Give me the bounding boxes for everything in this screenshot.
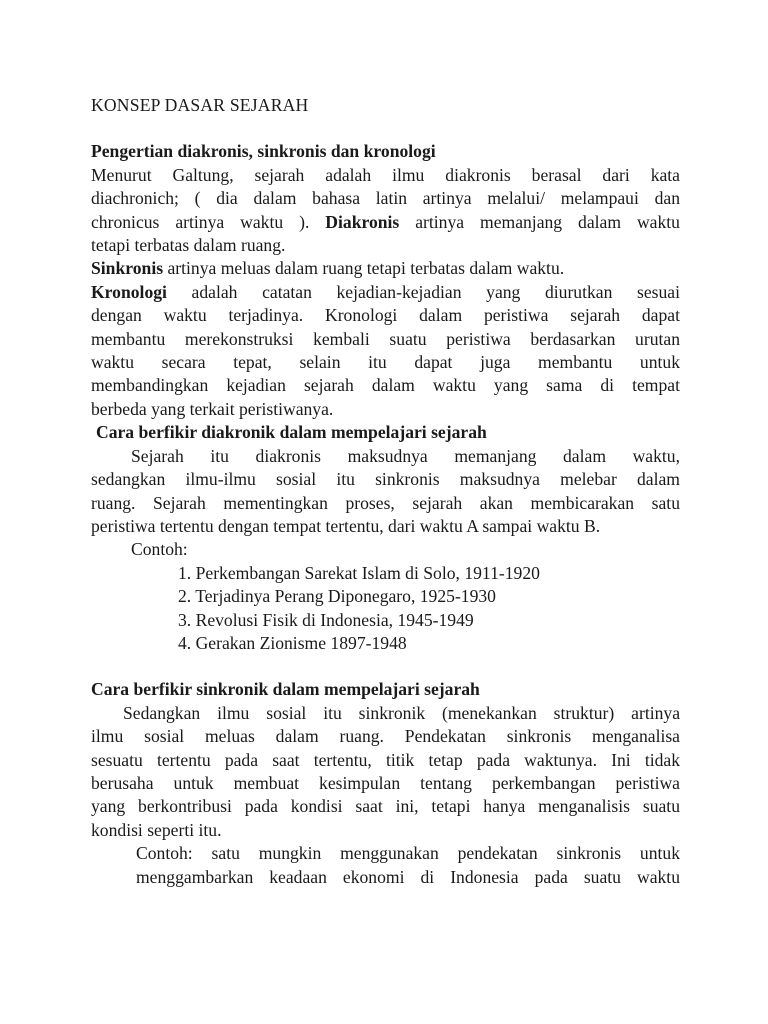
text-line: menggambarkan keadaan ekonomi di Indonesia pada suatu waktu <box>136 866 680 887</box>
text-line: ruang. Sejarah mementingkan proses, sejarah akan membicarakan satu <box>91 492 680 513</box>
text-line: berusaha untuk membuat kesimpulan tentang perkembangan peristiwa <box>91 772 680 793</box>
text-fragment: artinya memanjang dalam waktu <box>399 211 680 232</box>
paragraph-galtung <box>91 164 680 258</box>
text-fragment: adalah catatan kejadian-kejadian yang diurutkan sesuai <box>166 281 680 302</box>
list-item: 1. Perkembangan Sarekat Islam di Solo, 1911-1920 <box>178 562 540 583</box>
list-item: 3. Revolusi Fisik di Indonesia, 1945-1949 <box>178 609 474 630</box>
text-line: membandingkan kejadian sejarah dalam waktu yang sama di tempat <box>91 375 680 396</box>
text-line: Contoh: satu mungkin menggunakan pendekatan sinkronis untuk <box>136 843 680 864</box>
text-line: ilmu sosial meluas dalam ruang. Pendekatan sinkronis menganalisa <box>91 726 680 747</box>
text-line: sedangkan ilmu-ilmu sosial itu sinkronis maksudnya melebar dalam <box>91 469 680 490</box>
text-line: yang berkontribusi pada kondisi saat ini, tetapi hanya menganalisis suatu <box>91 796 680 817</box>
term-sinkronis: Sinkronis <box>91 258 164 279</box>
paragraph-contoh-sinkronik <box>91 842 680 889</box>
text-line: dengan waktu terjadinya. Kronologi dalam peristiwa sejarah dapat <box>91 305 680 326</box>
text-line: membantu merekonstruksi kembali suatu peristiwa berdasarkan urutan <box>91 328 680 349</box>
document-title: KONSEP DASAR SEJARAH <box>91 95 309 115</box>
text-line: kondisi seperti itu. <box>91 819 222 840</box>
paragraph-diakronik <box>91 445 680 539</box>
text-line <box>91 257 680 280</box>
contoh-label: Contoh: <box>131 539 188 560</box>
term-diakronis: Diakronis <box>325 211 400 232</box>
list-item: 2. Terjadinya Perang Diponegaro, 1925-1930 <box>178 586 496 607</box>
text-line <box>91 211 680 234</box>
text-line: waktu secara tepat, selain itu dapat juga membantu untuk <box>91 352 680 373</box>
paragraph-kronologi <box>91 281 680 421</box>
text-fragment: chronicus artinya waktu ). <box>91 211 310 232</box>
text-line: Menurut Galtung, sejarah adalah ilmu diakronis berasal dari kata <box>91 164 680 185</box>
text-line: Sejarah itu diakronis maksudnya memanjang dalam waktu, <box>131 445 680 466</box>
section-heading-diakronik: Cara berfikir diakronik dalam mempelajari sejarah <box>96 422 487 443</box>
text-line <box>91 281 680 304</box>
spacer <box>91 655 680 678</box>
term-kronologi: Kronologi <box>91 281 167 302</box>
section-heading-sinkronik: Cara berfikir sinkronik dalam mempelajari sejarah <box>91 679 480 700</box>
text-line: sesuatu tertentu pada saat tertentu, titik tetap pada waktunya. Ini tidak <box>91 749 680 770</box>
text-fragment: artinya meluas dalam ruang tetapi terbatas dalam waktu. <box>163 258 565 279</box>
text-line: tetapi terbatas dalam ruang. <box>91 235 286 256</box>
list-item: 4. Gerakan Zionisme 1897-1948 <box>178 632 407 653</box>
paragraph-sinkronik <box>91 702 680 842</box>
paragraph-sinkronis <box>91 257 680 280</box>
example-list <box>91 562 680 656</box>
section-heading-pengertian: Pengertian diakronis, sinkronis dan kronologi <box>91 141 436 162</box>
text-line: peristiwa tertentu dengan tempat tertentu, dari waktu A sampai waktu B. <box>91 515 601 536</box>
text-line: Sedangkan ilmu sosial itu sinkronik (menekankan struktur) artinya <box>123 702 680 723</box>
text-line: berbeda yang terkait peristiwanya. <box>91 398 334 419</box>
text-line: diachronich; ( dia dalam bahasa latin artinya melalui/ melampaui dan <box>91 188 680 209</box>
